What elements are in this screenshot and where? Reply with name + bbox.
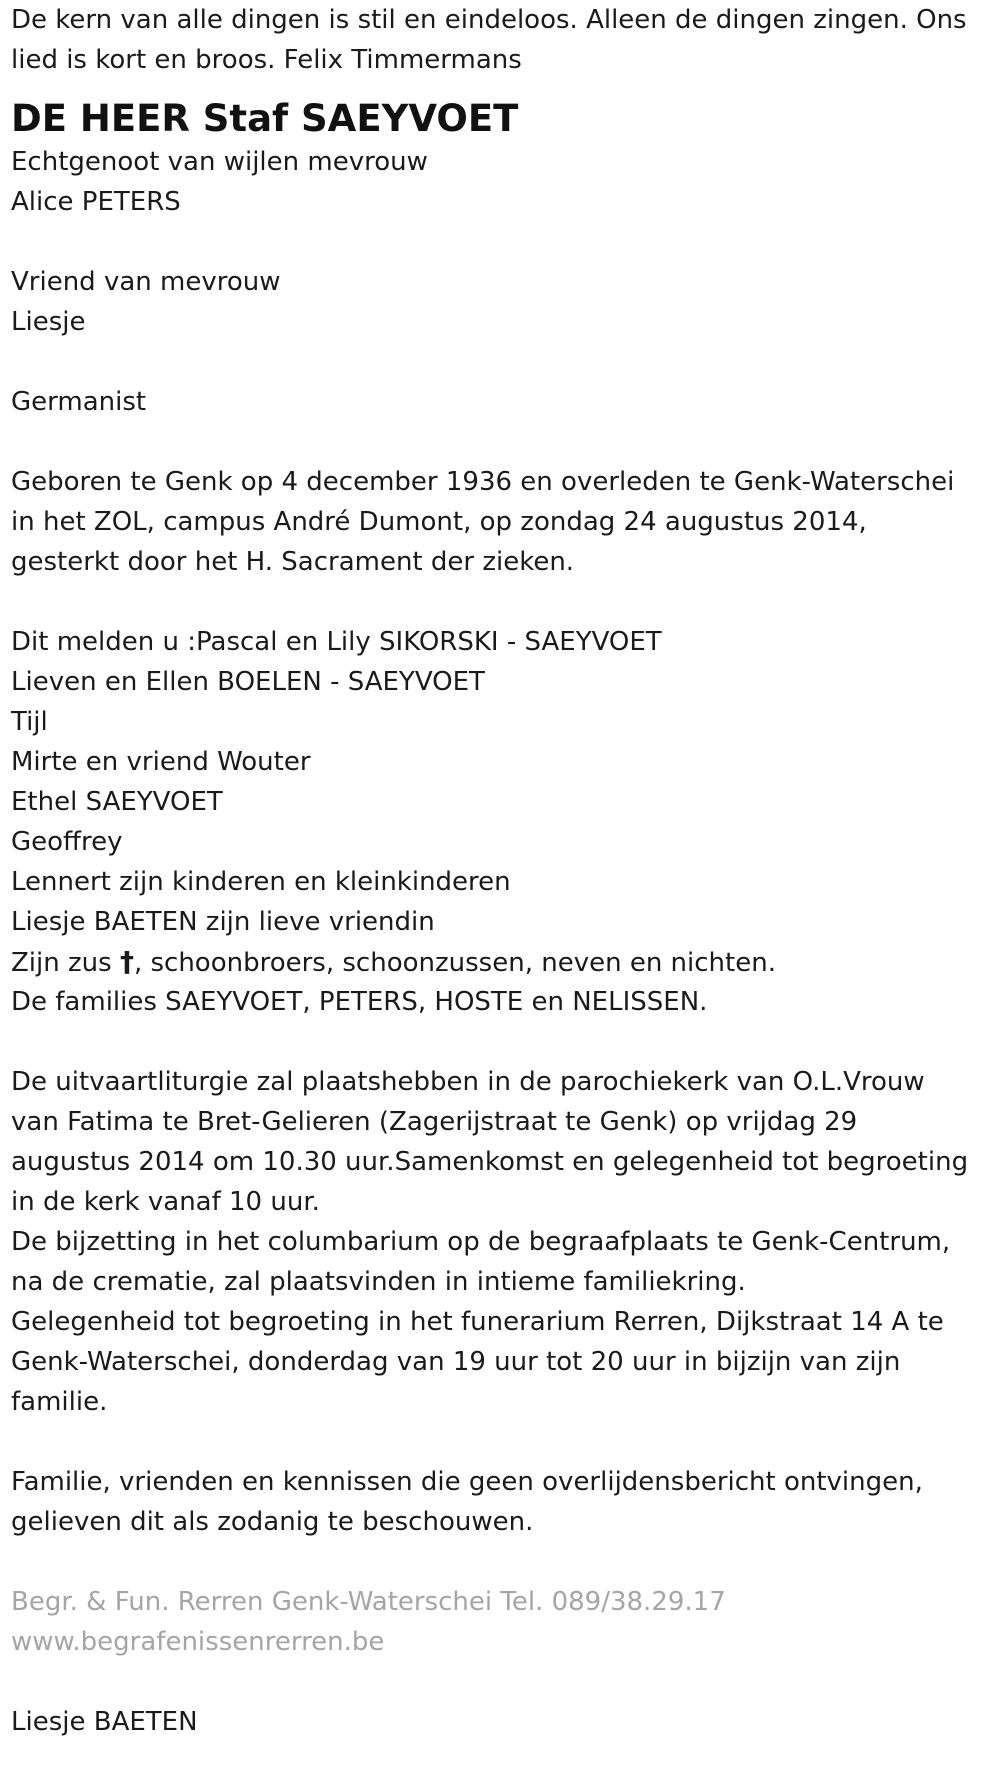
life-line: Geboren te Genk op 4 december 1936 en overleden te Genk-Waterschei — [11, 467, 955, 497]
funeral-line: van Fatima te Bret-Gelieren (Zagerijstraat te Genk) op vrijdag 29 — [11, 1107, 858, 1137]
funeral-line: De bijzetting in het columbarium op de begraafplaats te Genk-Centrum, — [11, 1227, 951, 1257]
cross-icon: † — [119, 945, 134, 978]
announcer-line: Tijl — [11, 707, 48, 737]
spacer — [11, 582, 991, 622]
spouse-name: Alice PETERS — [11, 187, 181, 217]
funeral-home-website[interactable]: www.begrafenissenrerren.be — [11, 1627, 385, 1657]
spacer — [11, 1662, 991, 1702]
notice-line: gelieven dit als zodanig te beschouwen. — [11, 1507, 534, 1537]
contact-name: Liesje BAETEN — [11, 1707, 198, 1737]
announcer-line: Ethel SAEYVOET — [11, 787, 223, 817]
sister-line — [11, 942, 991, 982]
funeral-line: na de crematie, zal plaatsvinden in intieme familiekring. — [11, 1267, 746, 1297]
spacer — [11, 342, 991, 382]
life-dates-block — [11, 462, 991, 582]
life-line: in het ZOL, campus André Dumont, op zondag 24 augustus 2014, — [11, 507, 867, 537]
funeral-details-block — [11, 1062, 991, 1422]
funeral-home-block — [11, 1582, 991, 1662]
announcer-line: Mirte en vriend Wouter — [11, 747, 311, 777]
funeral-line: Genk-Waterschei, donderdag van 19 uur tot 20 uur in bijzijn van zijn — [11, 1347, 901, 1377]
families-line: De families SAEYVOET, PETERS, HOSTE en NELISSEN. — [11, 987, 708, 1017]
spacer — [11, 1422, 991, 1462]
announcer-line: Liesje BAETEN zijn lieve vriendin — [11, 907, 435, 937]
funeral-line: De uitvaartliturgie zal plaatshebben in de parochiekerk van O.L.Vrouw — [11, 1067, 925, 1097]
announcers-block — [11, 622, 991, 1022]
funeral-line: augustus 2014 om 10.30 uur.Samenkomst en gelegenheid tot begroeting — [11, 1147, 969, 1177]
funeral-line: familie. — [11, 1387, 108, 1417]
announcer-line: Lieven en Ellen BOELEN - SAEYVOET — [11, 667, 485, 697]
sister-suffix: , schoonbroers, schoonzussen, neven en nichten. — [133, 948, 776, 978]
life-line: gesterkt door het H. Sacrament der zieken. — [11, 547, 575, 577]
funeral-line: in de kerk vanaf 10 uur. — [11, 1187, 320, 1217]
quote-block — [11, 0, 991, 80]
friend-name: Liesje — [11, 307, 86, 337]
spouse-block — [11, 142, 991, 222]
spacer — [11, 1022, 991, 1062]
notice-block — [11, 1462, 991, 1542]
funeral-home-info: Begr. & Fun. Rerren Genk-Waterschei Tel. 089/38.29.17 — [11, 1587, 726, 1617]
spacer — [11, 222, 991, 262]
friend-line: Vriend van mevrouw — [11, 267, 281, 297]
friend-block — [11, 262, 991, 342]
spacer — [11, 1542, 991, 1582]
announcer-line: Dit melden u :Pascal en Lily SIKORSKI - SAEYVOET — [11, 627, 662, 657]
obituary-page — [11, 0, 991, 1742]
notice-line: Familie, vrienden en kennissen die geen overlijdensbericht ontvingen, — [11, 1467, 923, 1497]
deceased-name: DE HEER Staf SAEYVOET — [11, 97, 519, 140]
profession: Germanist — [11, 387, 147, 417]
funeral-line: Gelegenheid tot begroeting in het funerarium Rerren, Dijkstraat 14 A te — [11, 1307, 944, 1337]
spouse-line: Echtgenoot van wijlen mevrouw — [11, 147, 428, 177]
sister-prefix: Zijn zus — [11, 948, 120, 978]
announcer-line: Lennert zijn kinderen en kleinkinderen — [11, 867, 511, 897]
quote-line: De kern van alle dingen is stil en eindeloos. Alleen de dingen zingen. Ons — [11, 5, 967, 35]
announcer-line: Geoffrey — [11, 827, 123, 857]
quote-line: lied is kort en broos. Felix Timmermans — [11, 45, 522, 75]
spacer — [11, 422, 991, 462]
